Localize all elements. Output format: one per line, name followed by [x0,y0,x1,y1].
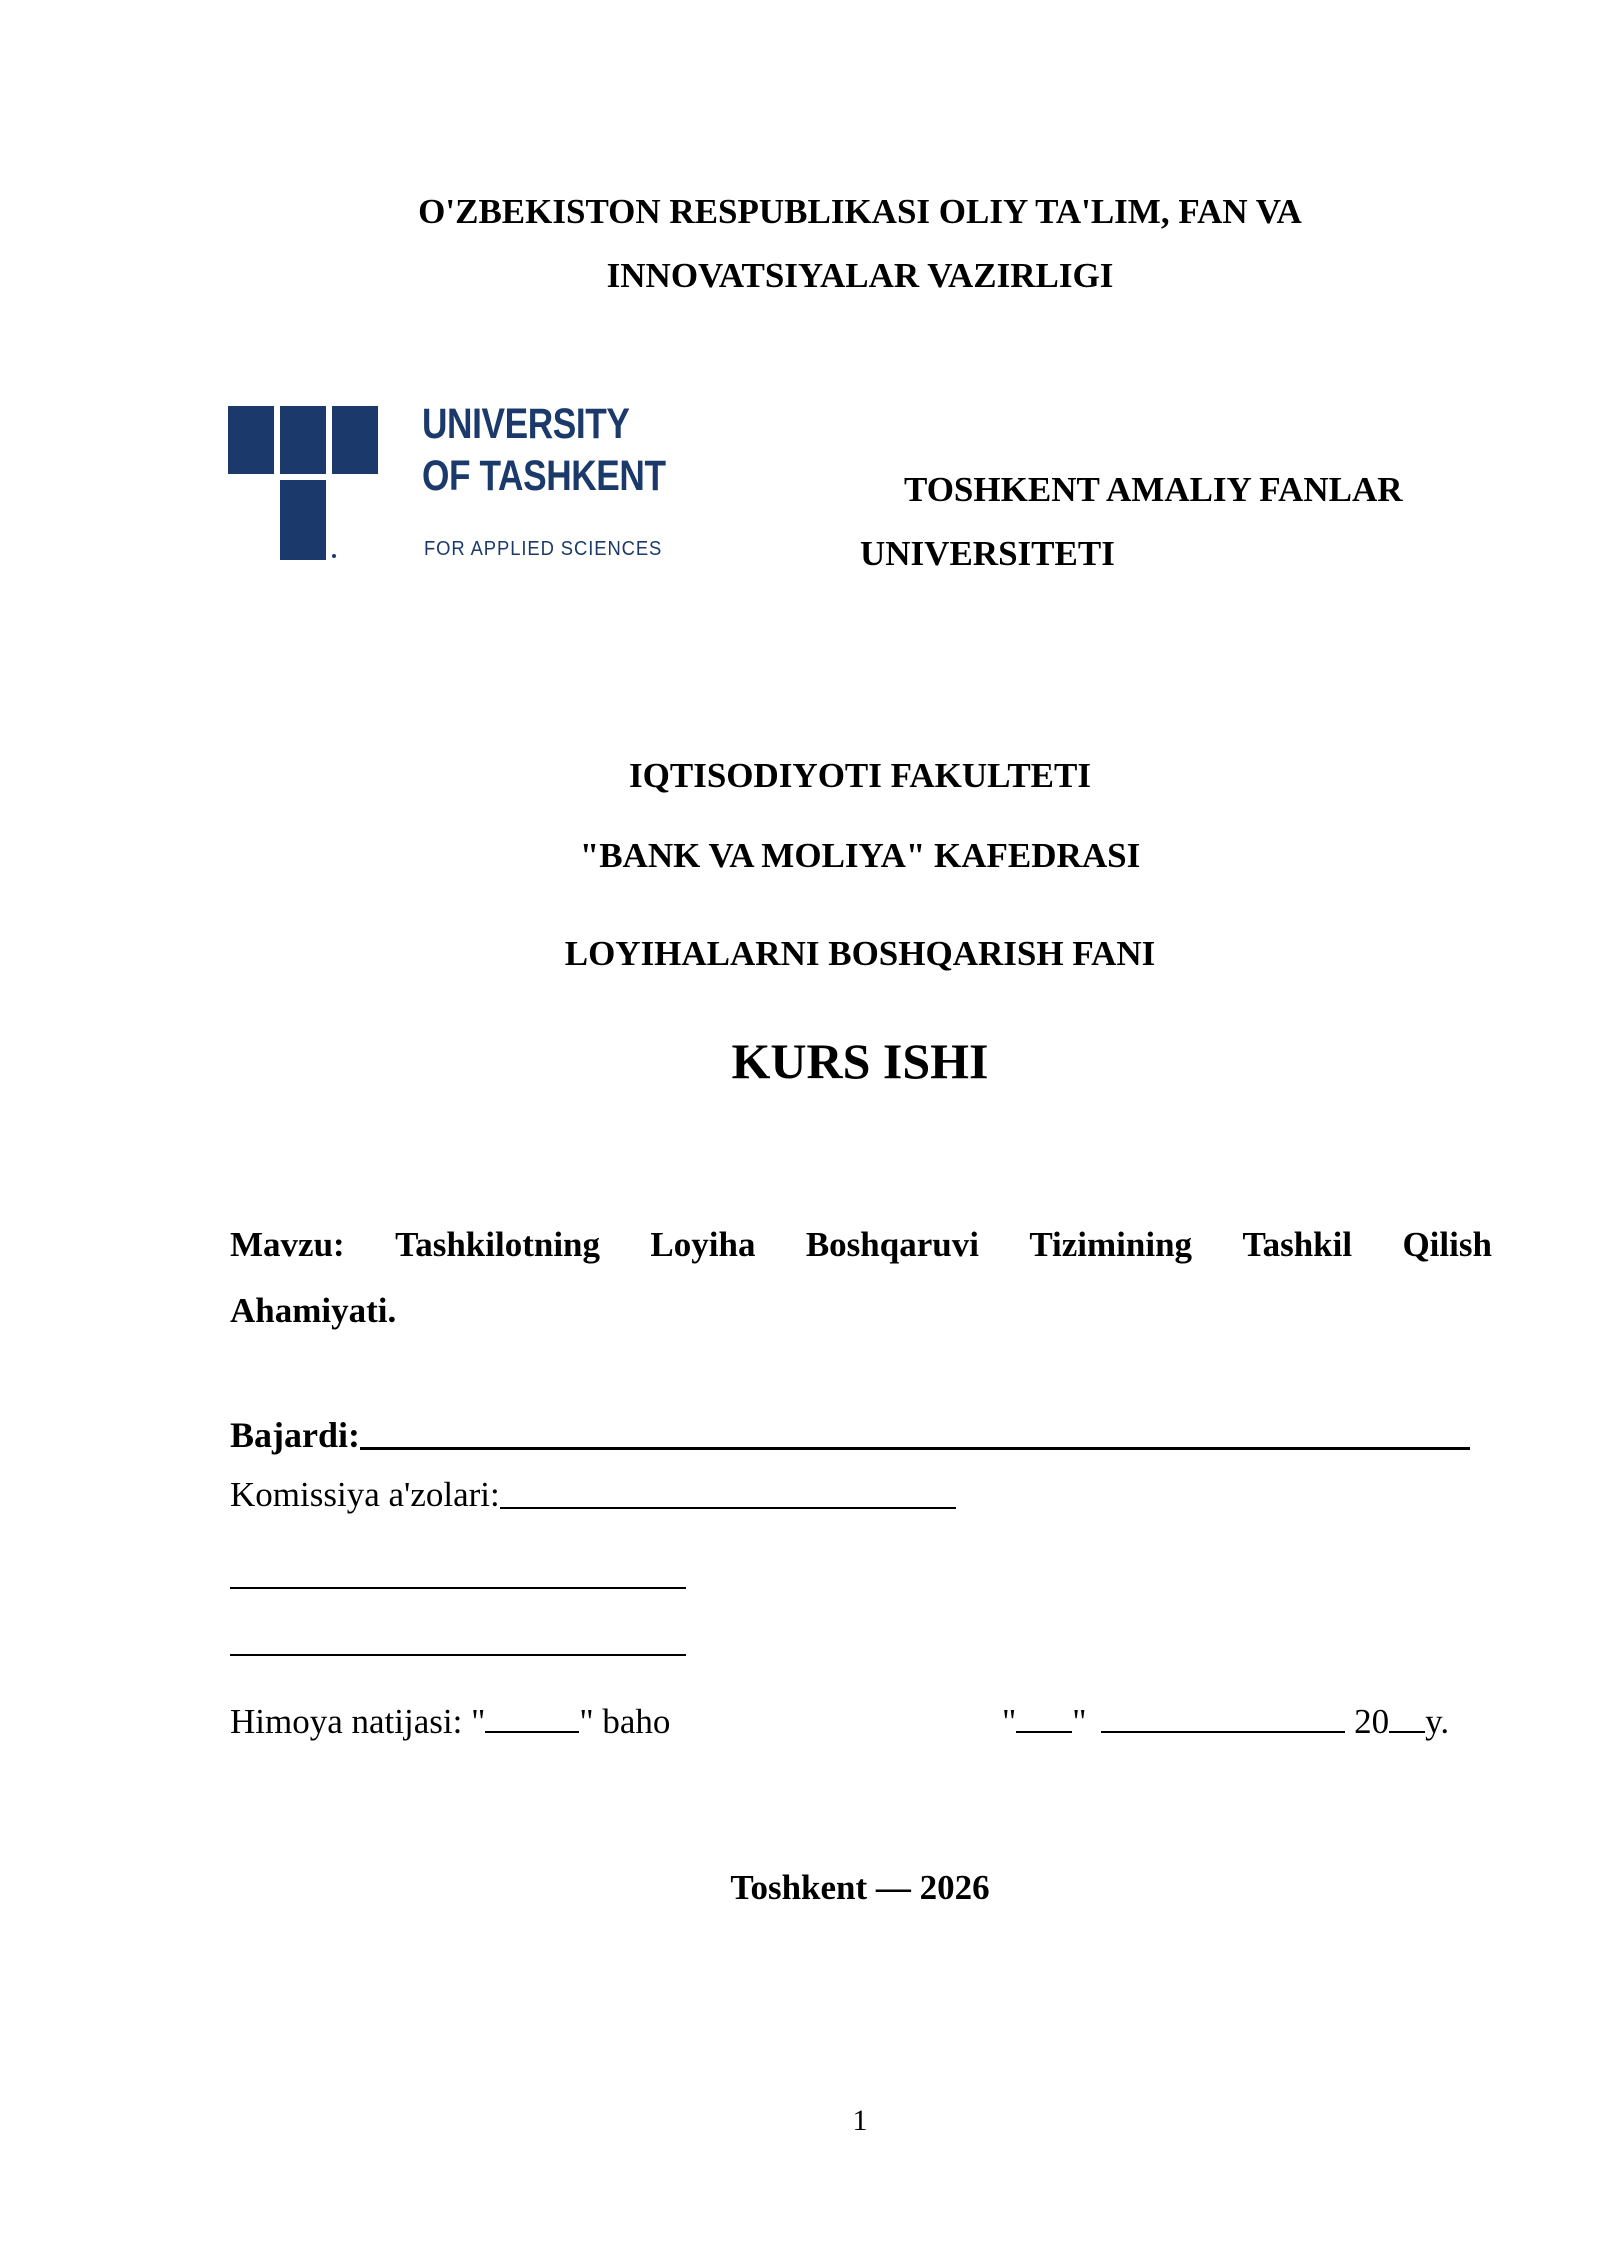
month-blank [1101,1730,1345,1733]
faculty-name: IQTISODIYOTI FAKULTETI [629,756,1091,795]
ministry-header [230,180,1490,308]
topic-word: Tizimining [1029,1225,1193,1264]
performer-label: Bajardi: [230,1415,360,1455]
day-blank [1016,1730,1072,1733]
year-prefix: 20 [1354,1702,1390,1741]
performer-field [230,1414,1492,1456]
defense-suffix: " baho [579,1702,671,1741]
commission-blank-line-3 [230,1654,686,1656]
commission-field [230,1475,956,1515]
university-name-line-1: TOSHKENT AMALIY FANLAR [904,470,1403,509]
date-field [1002,1702,1449,1742]
topic-word: Qilish [1402,1225,1492,1264]
ministry-line-1: O'ZBEKISTON RESPUBLIKASI OLIY TA'LIM, FAN VA [418,192,1302,231]
performer-blank-line [360,1447,1470,1450]
logo-text-of-tashkent: OF TASHKENT [422,452,666,500]
logo-block-3 [332,406,378,474]
commission-label: Komissiya a'zolari: [230,1475,500,1514]
department-name: "BANK VA MOLIYA" KAFEDRASI [579,836,1141,875]
defense-prefix: Himoya natijasi: " [230,1702,486,1741]
city-year: Toshkent — 2026 [730,1868,990,1907]
topic-word: Loyiha [650,1225,756,1264]
commission-blank-line-2 [230,1587,686,1589]
ministry-line-2: INNOVATSIYALAR VAZIRLIGI [606,256,1114,295]
date-quote-close: " [1072,1702,1087,1741]
topic-word: Boshqaruvi [805,1225,979,1264]
topic-word: Tashkil [1242,1225,1353,1264]
topic-block [230,1212,1492,1344]
logo-block-2 [280,406,326,474]
university-logo [228,400,668,566]
logo-text-applied-sciences: FOR APPLIED SCIENCES [424,538,663,560]
logo-dot [332,554,336,558]
commission-blank-line [500,1507,956,1509]
year-suffix: y. [1425,1702,1450,1741]
defense-result-field [230,1702,670,1742]
page-number: 1 [852,2104,868,2137]
document-title: KURS ISHI [731,1033,989,1089]
university-name-line-2: UNIVERSITETI [860,534,1115,573]
date-quote-open: " [1002,1702,1017,1741]
logo-text-university: UNIVERSITY [422,400,630,448]
grade-blank [485,1730,579,1733]
topic-line-1 [230,1212,1492,1278]
topic-word: Tashkilotning [395,1225,601,1264]
subject-name: LOYIHALARNI BOSHQARISH FANI [564,934,1156,973]
logo-block-4 [280,480,326,560]
logo-block-1 [228,406,274,474]
topic-line-2: Ahamiyati. [230,1291,397,1330]
year-blank [1389,1730,1425,1733]
university-name [860,458,1520,586]
topic-word: Mavzu: [230,1225,345,1264]
